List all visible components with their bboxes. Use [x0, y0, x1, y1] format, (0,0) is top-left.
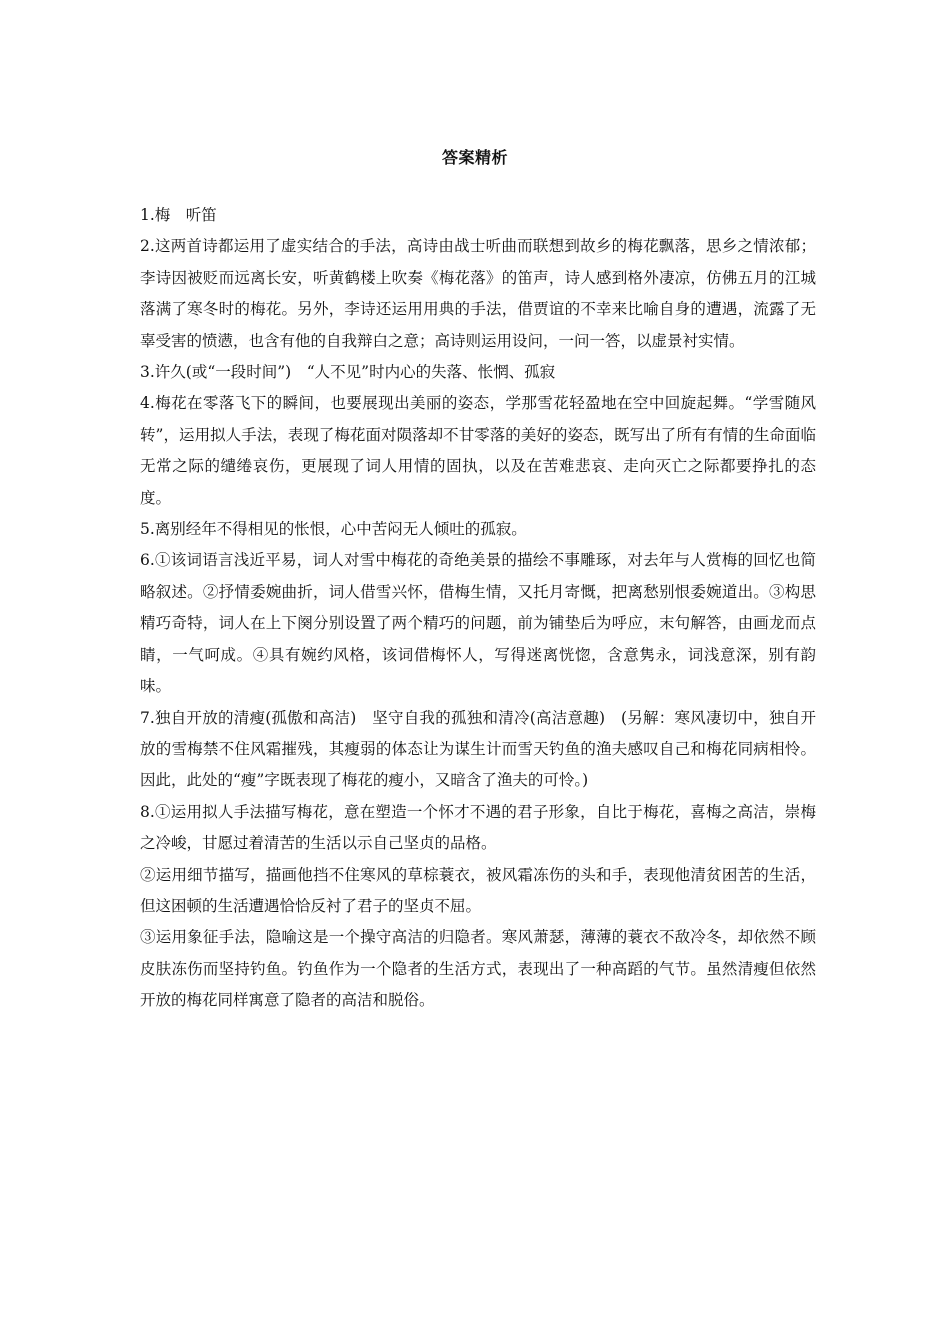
answer-8-part-2: ②运用细节描写，描画他挡不住寒风的草棕蓑衣，被风霜冻伤的头和手，表现他清贫困苦的生活，但这困顿的生活遭遇恰恰反衬了君子的坚贞不屈。: [140, 865, 816, 915]
answer-4: 4.梅花在零落飞下的瞬间，也要展现出美丽的姿态，学那雪花轻盈地在空中回旋起舞。“学雪随风转”，运用拟人手法，表现了梅花面对陨落却不甘零落的美好的姿态，既写出了所有有情的生命面临无常之际的缱绻哀伤，更展现了词人用情的固执，以及在苦难悲哀、走向灭亡之际都要挣扎的态度。: [140, 394, 816, 507]
answer-7: 7.独自开放的清瘦(孤傲和高洁) 坚守自我的孤独和清冷(高洁意趣) (另解：寒风凄切中，独自开放的雪梅禁不住风霜摧残，其瘦弱的体态让为谋生计而雪天钓鱼的渔夫感叹自己和梅花同病相怜。因此，此处的“瘦”字既表现了梅花的瘦小，又暗含了渔夫的可怜。): [140, 708, 816, 790]
answer-6: 6.①该词语言浅近平易，词人对雪中梅花的奇绝美景的描绘不事雕琢，对去年与人赏梅的回忆也简略叙述。②抒情委婉曲折，词人借雪兴怀，借梅生情，又托月寄慨，把离愁别恨委婉道出。③构思精巧奇特，词人在上下阕分别设置了两个精巧的问题，前为铺垫后为呼应，末句解答，由画龙而点睛，一气呵成。④具有婉约风格，该词借梅怀人，写得迷离恍惚，含意隽永，词浅意深，别有韵味。: [140, 551, 816, 696]
answer-2: 2.这两首诗都运用了虚实结合的手法，高诗由战士听曲而联想到故乡的梅花飘落，思乡之情浓郁；李诗因被贬而远离长安，听黄鹤楼上吹奏《梅花落》的笛声，诗人感到格外凄凉，仿佛五月的江城落满了寒冬时的梅花。另外，李诗还运用用典的手法，借贾谊的不幸来比喻自身的遭遇，流露了无辜受害的愤懑，也含有他的自我辩白之意；高诗则运用设问，一问一答，以虚景衬实情。: [140, 237, 816, 350]
answer-5: 5.离别经年不得相见的怅恨，心中苦闷无人倾吐的孤寂。: [140, 520, 527, 539]
answer-content: [140, 200, 816, 1017]
answer-3: 3.许久(或“一段时间”) “人不见”时内心的失落、怅惘、孤寂: [140, 363, 556, 382]
page-title: 答案精析: [441, 148, 508, 167]
answer-1: 1.梅 听笛: [140, 206, 217, 224]
answer-8-part-1: 8.①运用拟人手法描写梅花，意在塑造一个怀才不遇的君子形象，自比于梅花，喜梅之高洁，崇梅之冷峻，甘愿过着清苦的生活以示自己坚贞的品格。: [140, 802, 816, 853]
answer-8-part-3: ③运用象征手法，隐喻这是一个操守高洁的归隐者。寒风萧瑟，薄薄的蓑衣不敌冷冬，却依然不顾皮肤冻伤而坚持钓鱼。钓鱼作为一个隐者的生活方式，表现出了一种高蹈的气节。虽然清瘦但依然开放的梅花同样寓意了隐者的高洁和脱俗。: [140, 928, 816, 1010]
